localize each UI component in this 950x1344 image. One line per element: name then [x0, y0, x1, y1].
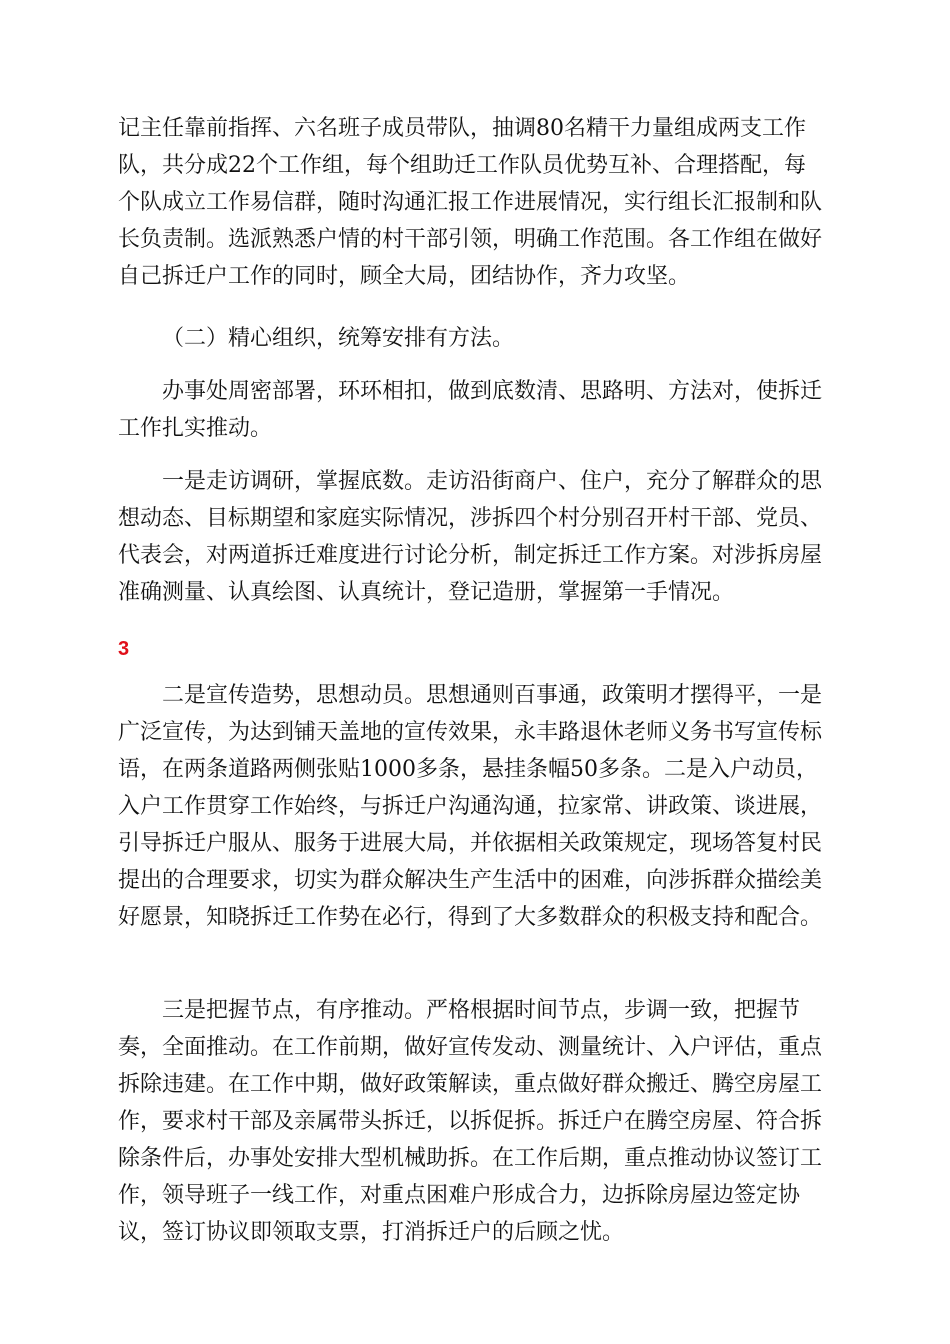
- paragraph-line: 自己拆迁户工作的同时，顾全大局，团结协作，齐力攻坚。: [118, 264, 691, 289]
- paragraph-line: 引导拆迁户服从、服务于进展大局，并依据相关政策规定，现场答复村民: [118, 831, 823, 856]
- paragraph-milestones: [118, 992, 830, 1251]
- paragraph-line: 个队成立工作易信群，随时沟通汇报工作进展情况，实行组长汇报制和队: [118, 190, 823, 215]
- page-number-marker: 3: [118, 638, 130, 660]
- heading-text: （二）精心组织，统筹安排有方法。: [162, 326, 515, 351]
- paragraph-line: 除条件后，办事处安排大型机械助拆。在工作后期，重点推动协议签订工: [118, 1146, 823, 1171]
- paragraph-publicity: [118, 677, 830, 936]
- paragraph-survey: [118, 463, 830, 611]
- paragraph-line: 语，在两条道路两侧张贴1000多条，悬挂条幅50多条。二是入户动员，: [118, 757, 818, 782]
- paragraph-line: 奏，全面推动。在工作前期，做好宣传发动、测量统计、入户评估，重点: [118, 1035, 823, 1060]
- paragraph-line: 提出的合理要求，切实为群众解决生产生活中的困难，向涉拆群众描绘美: [118, 868, 823, 893]
- paragraph-line: 广泛宣传，为达到铺天盖地的宣传效果，永丰路退休老师义务书写宣传标: [118, 720, 823, 745]
- paragraph-line: 代表会，对两道拆迁难度进行讨论分析，制定拆迁工作方案。对涉拆房屋: [118, 543, 823, 568]
- paragraph-line: 办事处周密部署，环环相扣，做到底数清、思路明、方法对，使拆迁: [162, 379, 823, 404]
- paragraph-line: 拆除违建。在工作中期，做好政策解读，重点做好群众搬迁、腾空房屋工: [118, 1072, 823, 1097]
- paragraph-line: 一是走访调研，掌握底数。走访沿街商户、住户，充分了解群众的思: [162, 469, 823, 494]
- paragraph-line: 议，签订协议即领取支票，打消拆迁户的后顾之忧。: [118, 1220, 625, 1245]
- paragraph-line: 工作扎实推动。: [118, 416, 273, 441]
- paragraph-line: 作，领导班子一线工作，对重点困难户形成合力，边拆除房屋边签定协: [118, 1183, 801, 1208]
- paragraph-line: 长负责制。选派熟悉户情的村干部引领，明确工作范围。各工作组在做好: [118, 227, 823, 252]
- paragraph-line: 二是宣传造势，思想动员。思想通则百事通，政策明才摆得平，一是: [162, 683, 823, 708]
- paragraph-deployment: [118, 373, 830, 447]
- paragraph-line: 好愿景，知晓拆迁工作势在必行，得到了大多数群众的积极支持和配合。: [118, 905, 823, 930]
- paragraph-leadership: [118, 110, 830, 295]
- paragraph-line: 记主任靠前指挥、六名班子成员带队，抽调80名精干力量组成两支工作: [118, 116, 806, 141]
- paragraph-line: 入户工作贯穿工作始终，与拆迁户沟通沟通，拉家常、讲政策、谈进展，: [118, 794, 823, 819]
- paragraph-line: 三是把握节点，有序推动。严格根据时间节点，步调一致，把握节: [162, 998, 801, 1023]
- paragraph-line: 作，要求村干部及亲属带头拆迁，以拆促拆。拆迁户在腾空房屋、符合拆: [118, 1109, 823, 1134]
- paragraph-line: 队，共分成22个工作组，每个组助迁工作队员优势互补、合理搭配，每: [118, 153, 806, 178]
- section-heading: [162, 320, 874, 357]
- paragraph-line: 想动态、目标期望和家庭实际情况，涉拆四个村分别召开村干部、党员、: [118, 506, 823, 531]
- paragraph-line: 准确测量、认真绘图、认真统计，登记造册，掌握第一手情况。: [118, 580, 735, 605]
